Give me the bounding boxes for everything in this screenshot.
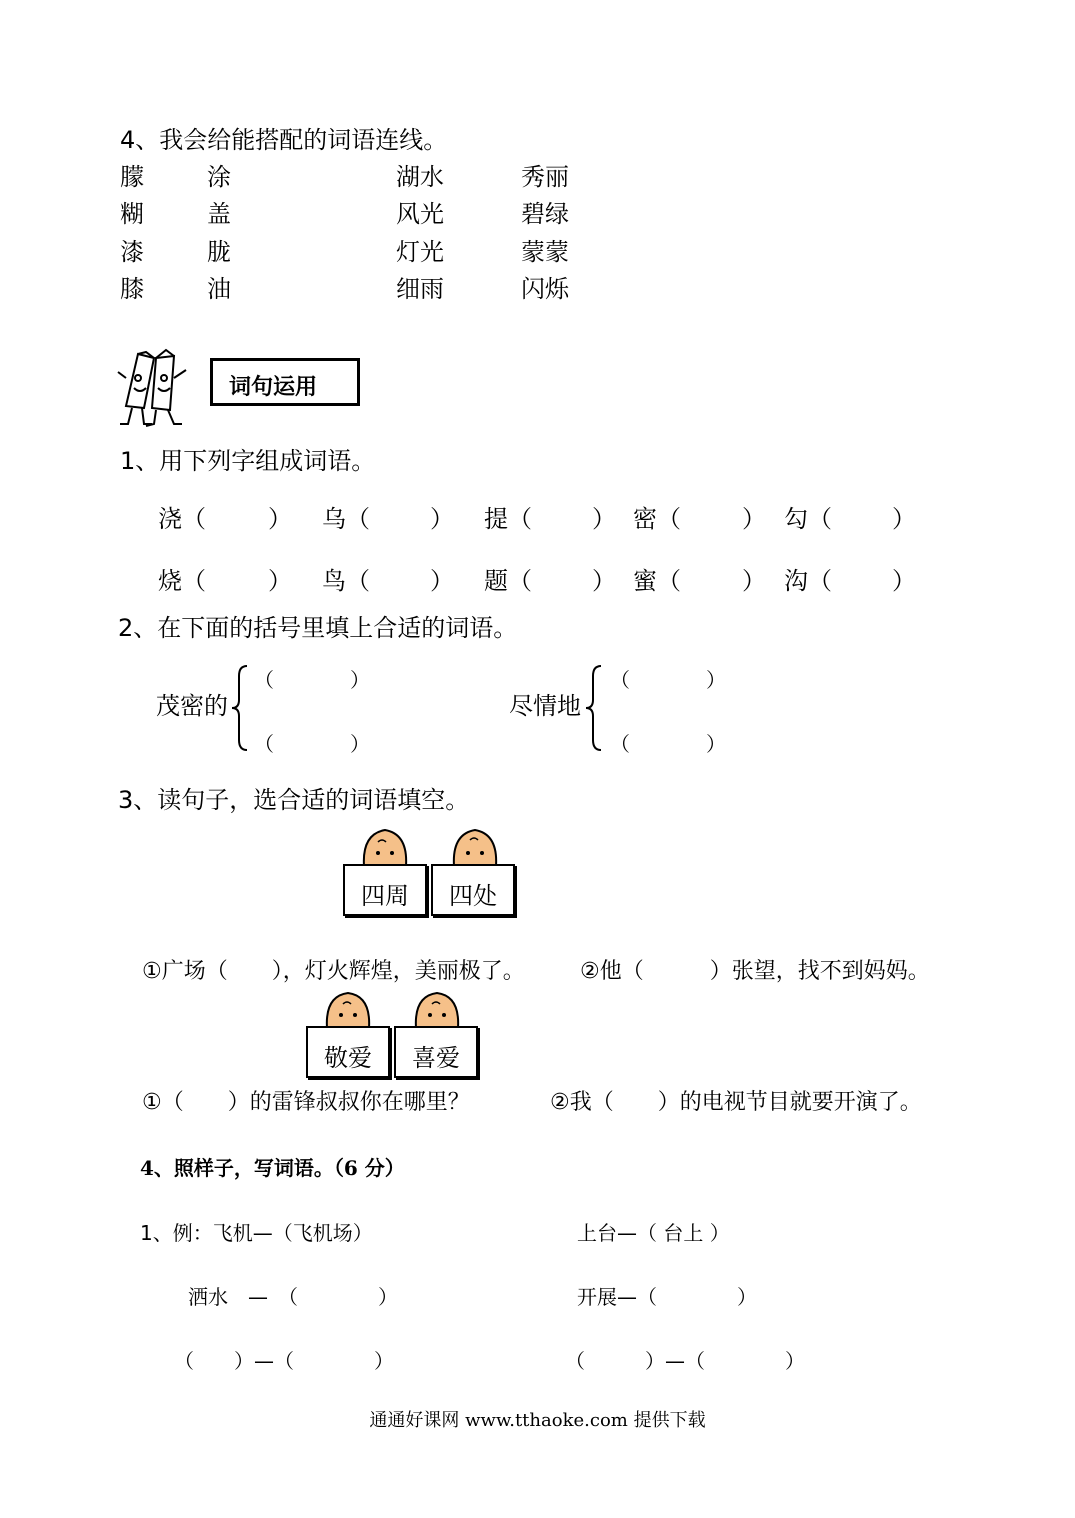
- matching-word: 蒙蒙: [521, 238, 569, 266]
- q2-left-open-1: （: [254, 668, 274, 692]
- matching-word: 细雨: [396, 275, 444, 303]
- page-footer: 通通好课网 www.tthaoke.com 提供下载: [369, 1410, 706, 1431]
- matching-word: 漆: [120, 238, 144, 266]
- q1-blank-close: ）: [430, 567, 454, 595]
- q3-sentence: ②我（ ）的电视节目就要开演了。: [550, 1090, 922, 1115]
- word-card: [431, 864, 515, 916]
- matching-word: 油: [207, 275, 231, 303]
- q2-left-label: 茂密的: [156, 692, 228, 720]
- section-title: 词句运用: [229, 375, 318, 400]
- right-brace-icon: [583, 664, 605, 752]
- q4-title: 4、照样子，写词语。（6 分）: [140, 1156, 405, 1180]
- q1-blank-close: ）: [430, 505, 454, 533]
- q1-blank-open: 题（: [484, 567, 532, 595]
- q2-left-open-2: （: [254, 732, 274, 756]
- matching-word: 风光: [396, 200, 444, 228]
- matching-word: 秀丽: [521, 163, 569, 191]
- q1-title: 1、用下列字组成词语。: [120, 447, 376, 475]
- q1-blank-open: 乌（: [322, 505, 370, 533]
- matching-word: 涂: [207, 163, 231, 191]
- q1-blank-open: 沟（: [784, 567, 832, 595]
- q1-blank-open: 密（: [633, 505, 681, 533]
- q1-blank-open: 蜜（: [633, 567, 681, 595]
- q4-line: （ ）—（ ）: [174, 1349, 394, 1373]
- q1-blank-close: ）: [592, 567, 616, 595]
- q4-example-2: 上台—（ 台上 ）: [577, 1221, 730, 1245]
- q1-blank-close: ）: [892, 505, 916, 533]
- matching-word: 湖水: [396, 163, 444, 191]
- q1-blank-open: 提（: [484, 505, 532, 533]
- q1-blank-open: 烧（: [158, 567, 206, 595]
- matching-word: 灯光: [396, 238, 444, 266]
- q1-blank-open: 勾（: [784, 505, 832, 533]
- matching-word: 闪烁: [521, 275, 569, 303]
- q1-blank-close: ）: [268, 567, 292, 595]
- word-card: [306, 1026, 390, 1078]
- matching-word: 膝: [120, 275, 144, 303]
- q1-blank-close: ）: [742, 567, 766, 595]
- baby-head-icon: [323, 990, 373, 1028]
- matching-word: 糊: [120, 200, 144, 228]
- q2-right-open-2: （: [610, 732, 630, 756]
- word-card-label: 喜爱: [412, 1044, 460, 1072]
- matching-word: 盖: [207, 200, 231, 228]
- q2-left-close-2: ）: [350, 732, 370, 756]
- q2-right-close-1: ）: [706, 668, 726, 692]
- matching-word: 朦: [120, 163, 144, 191]
- word-card: [394, 1026, 478, 1078]
- word-card-label: 四周: [361, 882, 409, 910]
- matching-word: 碧绿: [521, 200, 569, 228]
- q1-blank-close: ）: [268, 505, 292, 533]
- matching-title: 4、我会给能搭配的词语连线。: [120, 126, 448, 154]
- matching-word: 胧: [207, 238, 231, 266]
- q4-line: 开展—（ ）: [577, 1285, 757, 1309]
- q2-right-label: 尽情地: [509, 692, 581, 720]
- q3-sentence: ②他（ ）张望，找不到妈妈。: [580, 959, 930, 984]
- word-card-label: 敬爱: [324, 1044, 372, 1072]
- q4-line: （ ）—（ ）: [565, 1349, 805, 1373]
- q2-left-close-1: ）: [350, 668, 370, 692]
- word-card-label: 四处: [449, 882, 497, 910]
- q2-title: 2、在下面的括号里填上合适的词语。: [118, 614, 518, 642]
- q3-sentence: ①（ ）的雷锋叔叔你在哪里？: [142, 1090, 470, 1115]
- q3-sentence: ①广场（ ），灯火辉煌，美丽极了。: [142, 959, 525, 984]
- q2-right-close-2: ）: [706, 732, 726, 756]
- q1-blank-open: 鸟（: [322, 567, 370, 595]
- q1-blank-close: ）: [892, 567, 916, 595]
- q3-title: 3、读句子，选合适的词语填空。: [118, 786, 470, 814]
- baby-head-icon: [412, 990, 462, 1028]
- q1-blank-close: ）: [592, 505, 616, 533]
- pencil-mascot-icon: [116, 348, 196, 428]
- q4-line: 洒水 — （ ）: [188, 1285, 398, 1309]
- q4-example: 1、例：飞机—（飞机场）: [140, 1221, 373, 1245]
- baby-head-icon: [450, 826, 500, 866]
- q1-blank-open: 浇（: [158, 505, 206, 533]
- q2-right-open-1: （: [610, 668, 630, 692]
- section-header-box: [210, 358, 360, 406]
- q1-blank-close: ）: [742, 505, 766, 533]
- left-brace-icon: [229, 664, 251, 752]
- word-card: [343, 864, 427, 916]
- baby-head-icon: [360, 826, 410, 866]
